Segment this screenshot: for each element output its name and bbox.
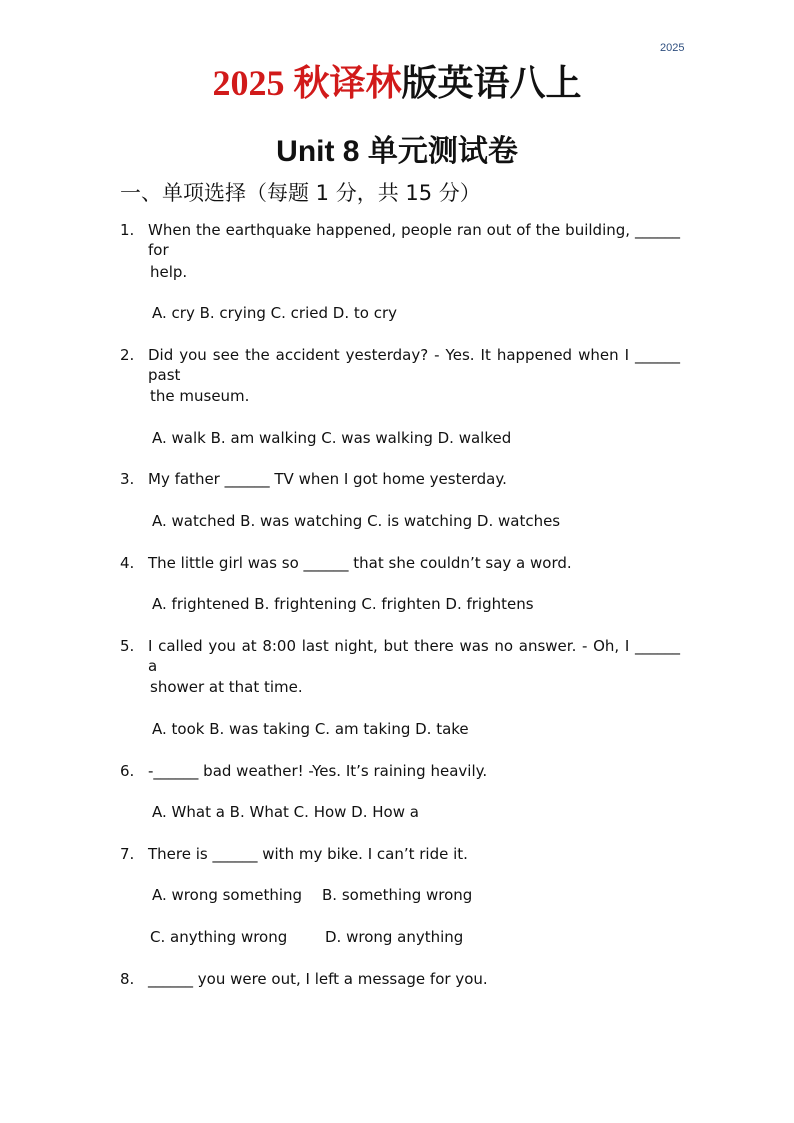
page-subtitle: Unit 8 单元测试卷 [276, 135, 518, 168]
question-5-options: A. took B. was taking C. am taking D. take [152, 720, 469, 738]
question-7-option-d: D. wrong anything [325, 928, 464, 946]
question-text: There is ______ with my bike. I can’t ride it. [148, 845, 468, 863]
question-number: 3. [120, 470, 135, 488]
title-black-part: 版英语八上 [401, 63, 582, 103]
question-7-option-a: A. wrong something [152, 886, 303, 904]
page-tag: 2025 [660, 42, 685, 54]
question-text: When the earthquake happened, people ran out of the building, ______ for [148, 221, 680, 259]
question-number: 4. [120, 554, 135, 572]
question-text: My father ______ TV when I got home yesterday. [148, 470, 507, 488]
question-5-continuation: shower at that time. [150, 678, 303, 696]
question-2-options: A. walk B. am walking C. was walking D. walked [152, 429, 512, 447]
question-7 [120, 844, 680, 864]
question-text: I called you at 8:00 last night, but there was no answer. - Oh, I ______ a [148, 637, 680, 675]
question-text: -______ bad weather! -Yes. It’s raining heavily. [148, 762, 488, 780]
question-number: 6. [120, 762, 135, 780]
question-7-option-c: C. anything wrong [150, 928, 288, 946]
question-7-option-b: B. something wrong [322, 886, 473, 904]
page-title [0, 60, 794, 106]
question-6-options: A. What a B. What C. How D. How a [152, 803, 419, 821]
question-number: 7. [120, 845, 135, 863]
question-number: 8. [120, 970, 135, 988]
question-6 [120, 761, 680, 781]
question-2-continuation: the museum. [150, 387, 250, 405]
question-4 [120, 553, 680, 573]
question-5 [120, 636, 680, 675]
question-3 [120, 469, 680, 489]
question-4-options: A. frightened B. frightening C. frighten D. frightens [152, 595, 534, 613]
question-8 [120, 969, 680, 989]
section-heading: 一、单项选择（每题 1 分，共 15 分） [120, 181, 481, 205]
question-text: The little girl was so ______ that she couldn’t say a word. [148, 554, 572, 572]
question-text: Did you see the accident yesterday? - Yes. It happened when I ______ past [148, 346, 680, 384]
question-1-continuation: help. [150, 263, 188, 281]
question-number: 2. [120, 346, 135, 364]
question-3-options: A. watched B. was watching C. is watching D. watches [152, 512, 561, 530]
question-number: 1. [120, 221, 135, 239]
question-2 [120, 345, 680, 384]
question-1-options: A. cry B. crying C. cried D. to cry [152, 304, 397, 322]
question-text: ______ you were out, I left a message for you. [148, 970, 488, 988]
question-number: 5. [120, 637, 135, 655]
title-red-part: 2025 秋译林 [212, 63, 402, 103]
question-1 [120, 220, 680, 259]
